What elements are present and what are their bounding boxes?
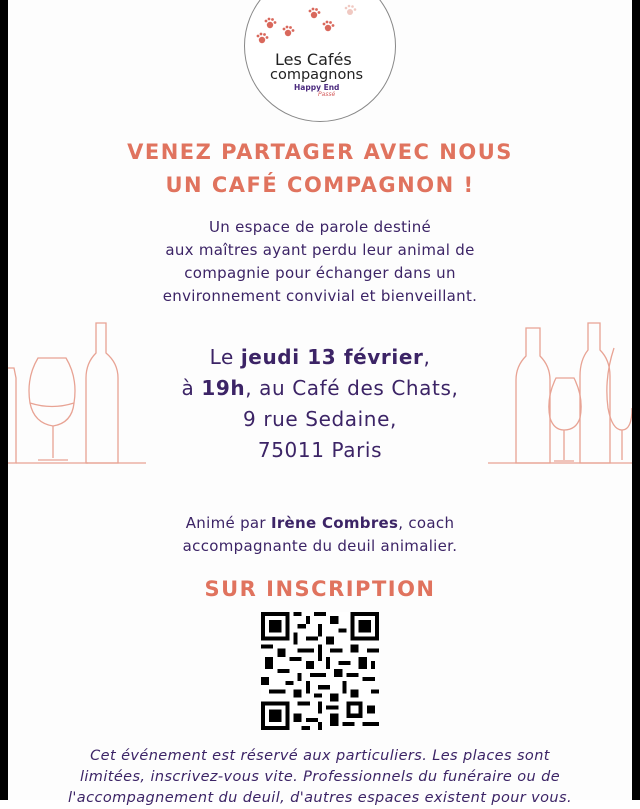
- logo-subtitle: compagnons: [270, 67, 364, 83]
- time-prefix: à: [181, 376, 202, 400]
- footer-line: l'accompagnement du deuil, d'autres espaces existent pour vous.: [67, 790, 572, 806]
- host-info: [0, 512, 640, 558]
- footer-line: limitées, inscrivez-vous vite. Professionnels du funéraire ou de: [79, 769, 561, 785]
- logo-tagline: Happy End: [294, 83, 340, 92]
- intro-line: aux maîtres ayant perdu leur animal de: [165, 241, 475, 259]
- host-name: Irène Combres: [270, 514, 399, 532]
- intro-line: Un espace de parole destiné: [208, 218, 432, 236]
- event-time: 19h: [201, 376, 246, 400]
- logo-title: Les Cafés: [275, 50, 352, 69]
- host-line: [0, 512, 640, 535]
- event-details: [0, 342, 640, 466]
- qr-code-icon[interactable]: [261, 612, 379, 730]
- event-street: 9 rue Sedaine,: [243, 407, 397, 431]
- headline-line-1: VENEZ PARTAGER AVEC NOUS: [127, 140, 513, 164]
- registration-heading: SUR INSCRIPTION: [204, 577, 436, 601]
- intro-paragraph: [0, 216, 640, 308]
- logo-tagline-sub: Passé: [318, 91, 336, 98]
- headline-line-2: UN CAFÉ COMPAGNON !: [165, 173, 475, 197]
- paw-prints-icon: [250, 0, 370, 50]
- event-city: 75011 Paris: [257, 438, 383, 462]
- host-line-2: accompagnante du deuil animalier.: [182, 537, 458, 555]
- event-time-line: [0, 373, 640, 404]
- host-role: , coach: [398, 514, 455, 532]
- date-suffix: ,: [423, 345, 431, 369]
- host-prefix: Animé par: [185, 514, 271, 532]
- intro-line: environnement convivial et bienveillant.: [162, 287, 478, 305]
- event-date-line: [0, 342, 640, 373]
- event-date: jeudi 13 février: [240, 345, 424, 369]
- footer-line: Cet événement est réservé aux particuliers. Les places sont: [90, 748, 550, 764]
- intro-line: compagnie pour échanger dans un: [184, 264, 456, 282]
- date-prefix: Le: [209, 345, 241, 369]
- event-venue: , au Café des Chats,: [245, 376, 459, 400]
